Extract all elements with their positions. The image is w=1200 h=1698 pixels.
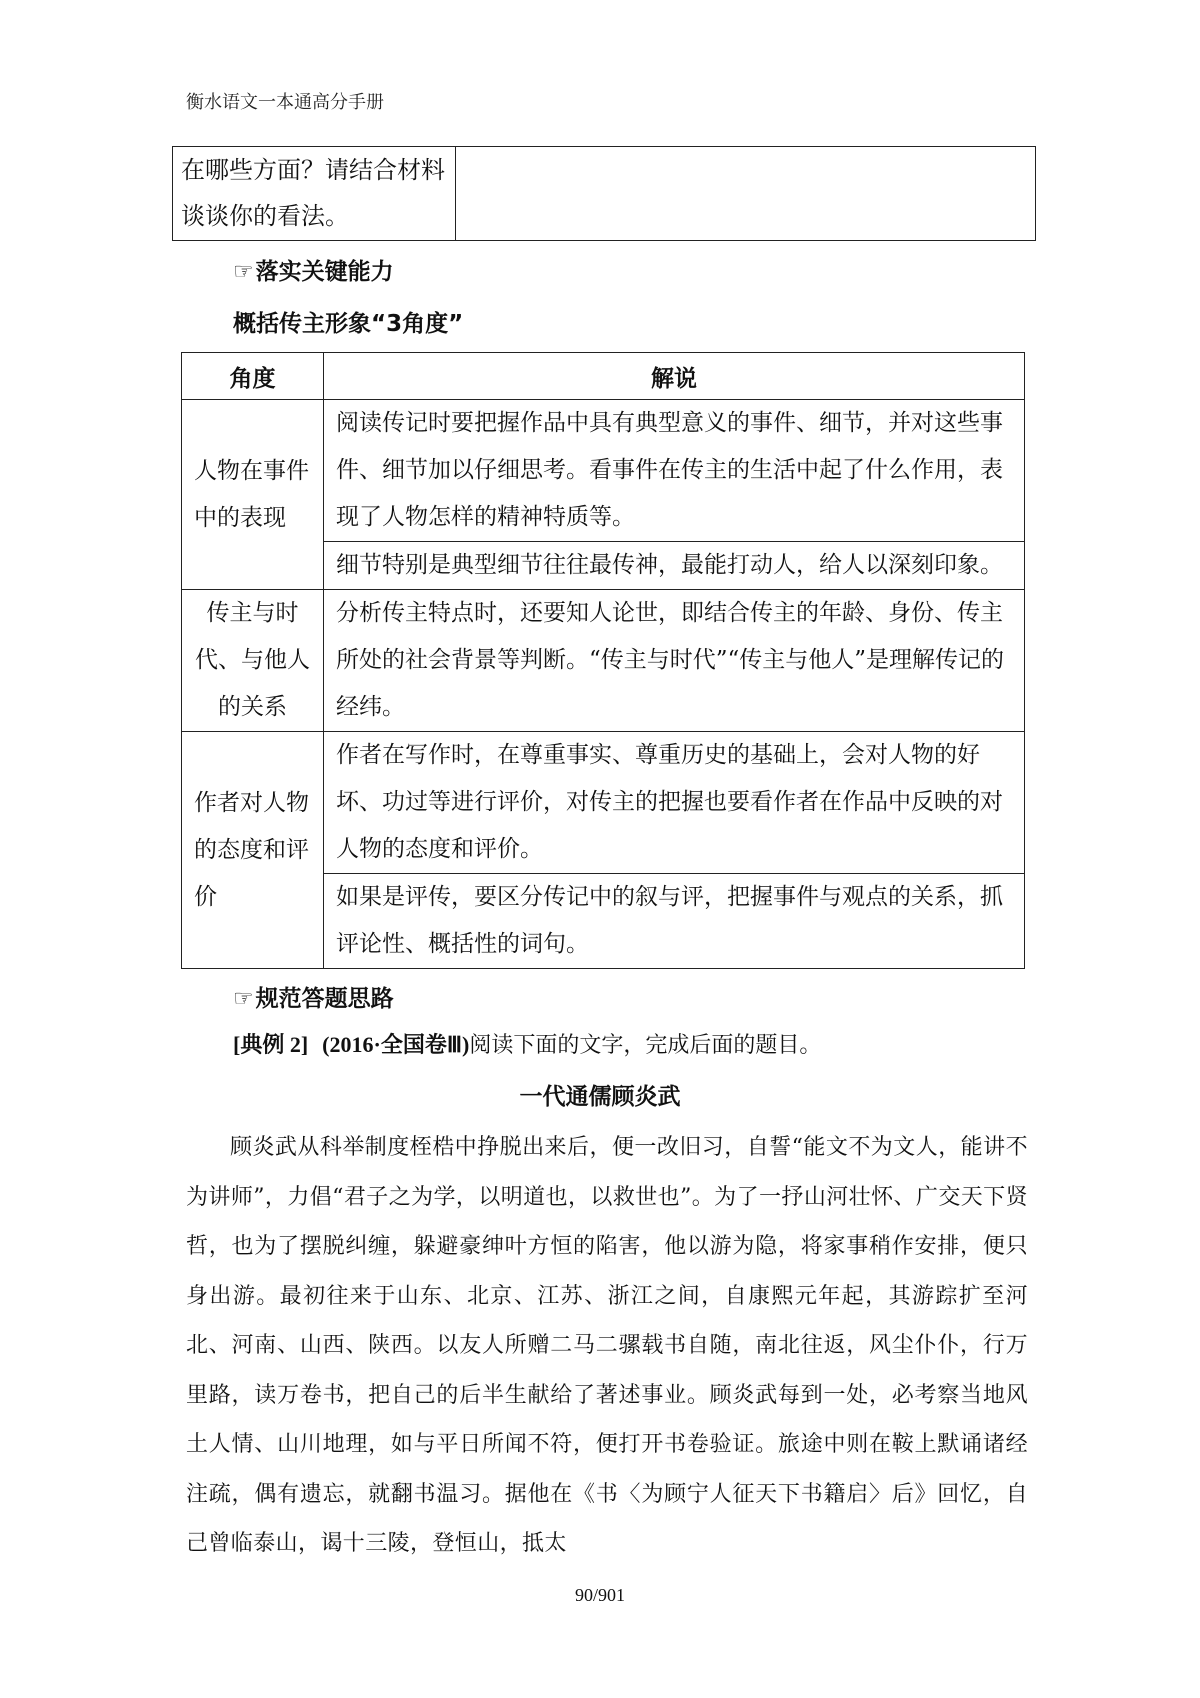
article-body: 顾炎武从科举制度桎梏中挣脱出来后，便一改旧习，自誓“能文不为文人，能讲不为讲师”，力倡“君子之为学，以明道也，以救世也”。为了一抒山河壮怀、广交天下贤哲，也为了摆脱纠缠，躲避豪绅叶方恒的陷害，他以游为隐，将家事稍作安排，便只身出游。最初往来于山东、北京、江苏、浙江之间，自康熙元年起，其游踪扩至河北、河南、山西、陕西。以友人所赠二马二骡载书自随，南北往返，风尘仆仆，行万里路，读万卷书，把自己的后半生献给了著述事业。顾炎武每到一处，必考察当地风土人情、山川地理，如与平日所闻不符，便打开书卷验证。旅途中则在鞍上默诵诸经注疏，偶有遗忘，就翻书温习。据他在《书〈为顾宁人征天下书籍启〉后》回忆，自己曾临泰山，谒十三陵，登恒山，抵太 bbox=[186, 1135, 1028, 1556]
pointing-hand-icon: ☞ bbox=[233, 986, 254, 1012]
pointing-hand-icon: ☞ bbox=[233, 259, 254, 285]
section-heading-key-ability bbox=[233, 253, 394, 286]
continuation-table bbox=[172, 146, 1036, 241]
table-row bbox=[182, 400, 1025, 542]
angle-cell: 人物在事件中的表现 bbox=[182, 400, 324, 590]
explanation-cell: 作者在写作时，在尊重事实、尊重历史的基础上，会对人物的好坏、功过等进行评价，对传主的把握也要看作者在作品中反映的对人物的态度和评价。 bbox=[324, 732, 1025, 874]
question-cell bbox=[173, 147, 456, 241]
column-header-explanation: 解说 bbox=[324, 353, 1025, 400]
example-intro bbox=[233, 1028, 821, 1059]
answer-cell bbox=[456, 147, 1036, 241]
table-header-row bbox=[182, 353, 1025, 400]
table-title: 概括传主形象“3角度” bbox=[233, 311, 464, 337]
explanation-cell: 分析传主特点时，还要知人论世，即结合传主的年龄、身份、传主所处的社会背景等判断。“传主与时代”“传主与他人”是理解传记的经纬。 bbox=[324, 590, 1025, 732]
column-header-angle: 角度 bbox=[182, 353, 324, 400]
explanation-cell: 细节特别是典型细节往往最传神，最能打动人，给人以深刻印象。 bbox=[324, 542, 1025, 590]
section-heading-answer-approach bbox=[233, 980, 394, 1013]
example-label: [典例 2] bbox=[233, 1032, 309, 1057]
table-row bbox=[182, 590, 1025, 732]
example-instruction: 阅读下面的文字，完成后面的题目。 bbox=[469, 1033, 822, 1058]
question-line-1: 在哪些方面？请结合材料 bbox=[181, 156, 445, 184]
page-number: 90/901 bbox=[574, 1585, 625, 1605]
angle-cell: 传主与时代、与他人的关系 bbox=[182, 590, 324, 732]
question-line-2: 谈谈你的看法。 bbox=[181, 202, 349, 230]
angle-table bbox=[181, 352, 1025, 969]
table-row bbox=[182, 732, 1025, 874]
article-title: 一代通儒顾炎武 bbox=[519, 1084, 681, 1110]
explanation-cell: 如果是评传，要区分传记中的叙与评，把握事件与观点的关系，抓评论性、概括性的词句。 bbox=[324, 874, 1025, 969]
example-source: (2016·全国卷Ⅲ) bbox=[322, 1032, 470, 1057]
section-label: 落实关键能力 bbox=[255, 259, 394, 285]
explanation-cell: 阅读传记时要把握作品中具有典型意义的事件、细节，并对这些事件、细节加以仔细思考。看事件在传主的生活中起了什么作用，表现了人物怎样的精神特质等。 bbox=[324, 400, 1025, 542]
angle-cell: 作者对人物的态度和评价 bbox=[182, 732, 324, 969]
section-label: 规范答题思路 bbox=[255, 986, 394, 1012]
book-title: 衡水语文一本通高分手册 bbox=[186, 92, 384, 113]
